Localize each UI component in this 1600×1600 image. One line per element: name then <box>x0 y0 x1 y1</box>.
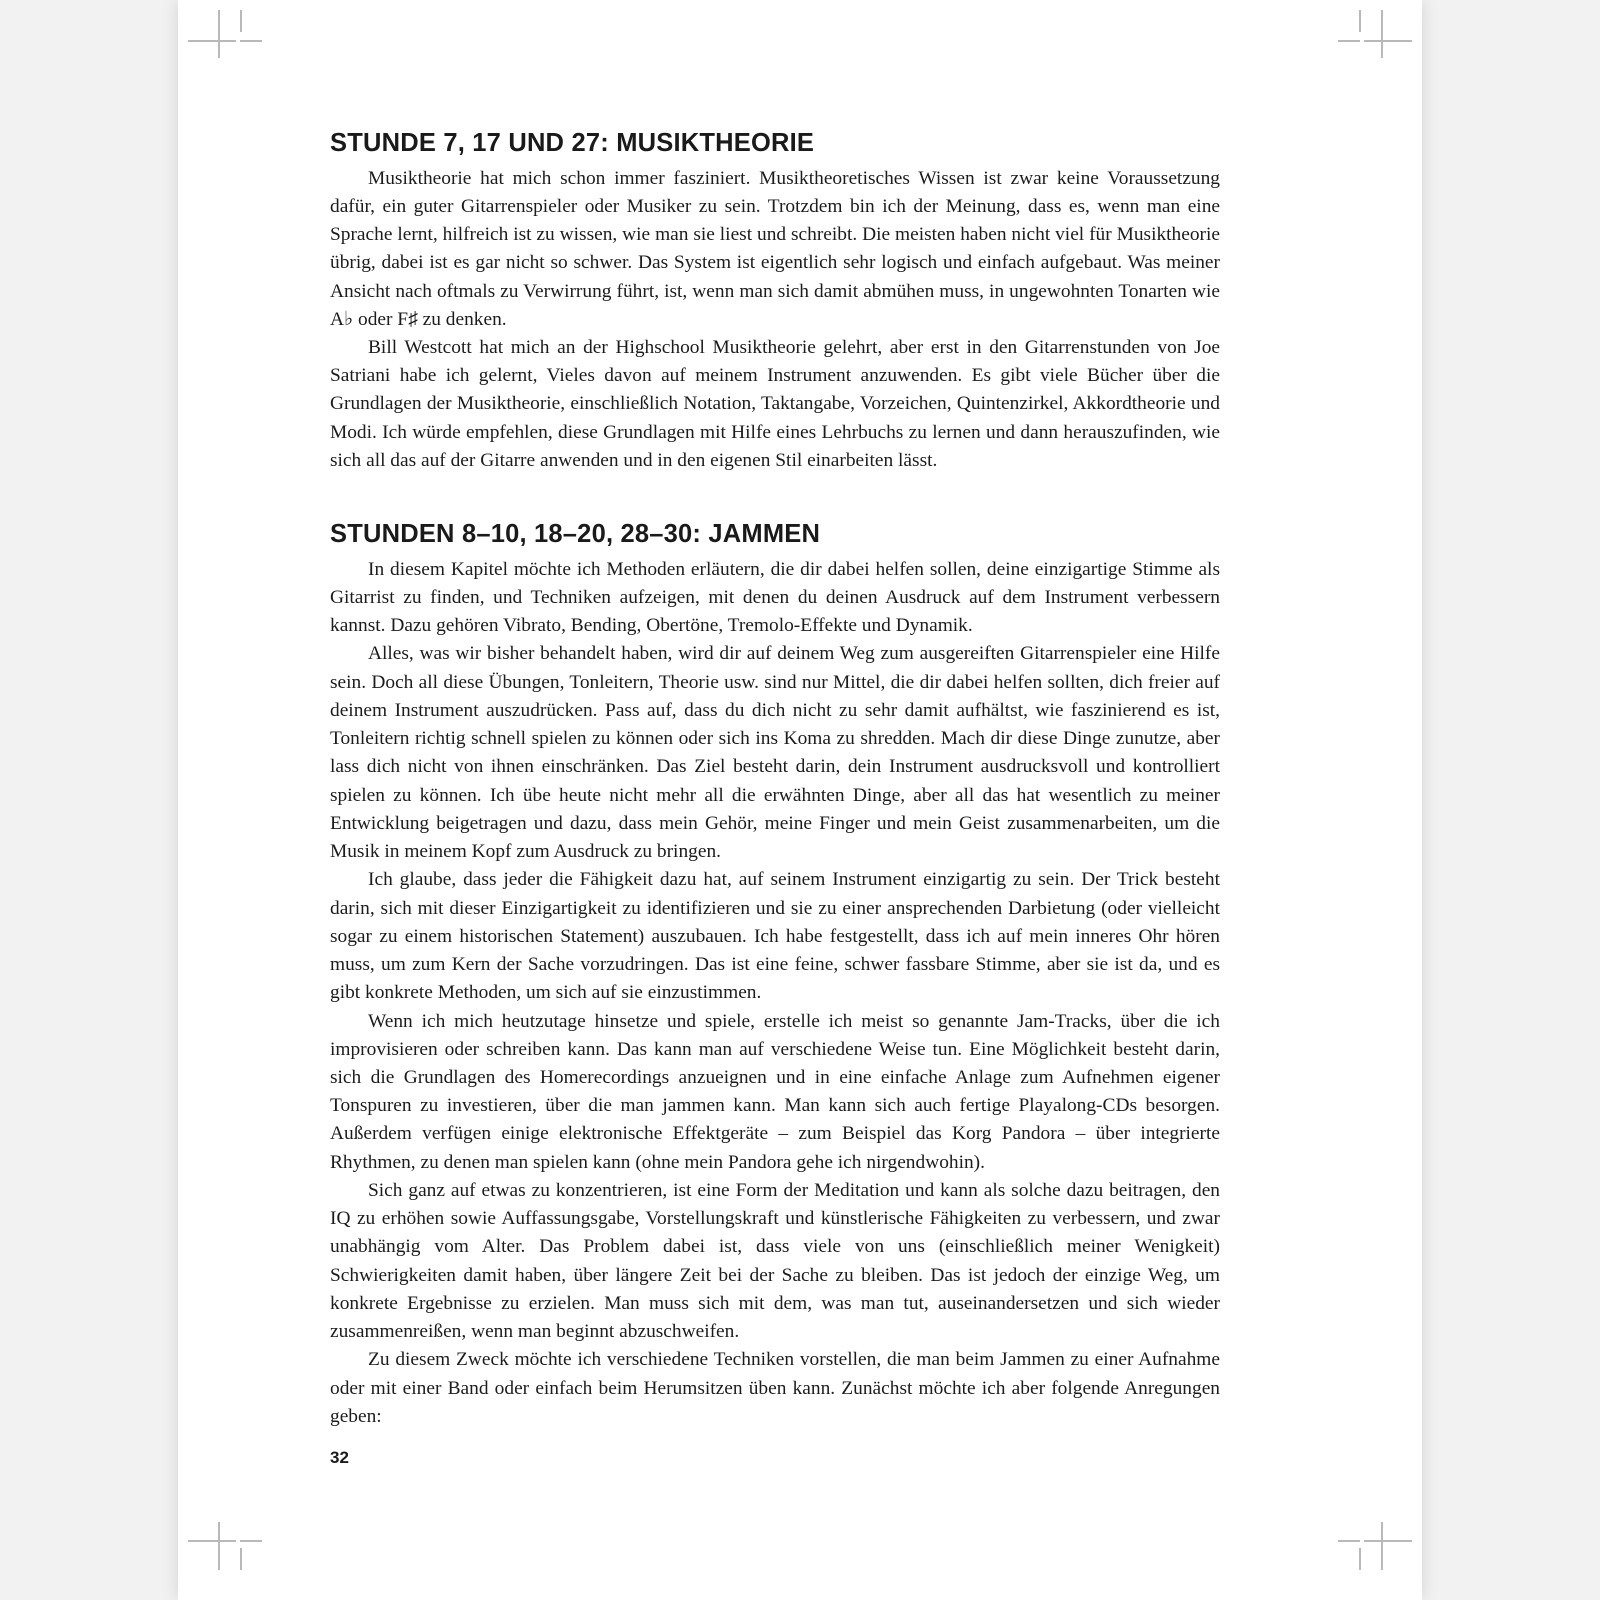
section-heading: STUNDEN 8–10, 18–20, 28–30: JAMMEN <box>330 520 821 549</box>
section-jammen <box>330 519 1220 1431</box>
paragraph: Zu diesem Zweck möchte ich verschiedene Techniken vorstellen, die man beim Jammen zu einer Aufnahme oder mit einer Band oder einfach beim Herumsitzen üben kann. Zunächst möchte ich aber folgende Anregungen geben: <box>330 1349 1220 1427</box>
paragraph: Bill Westcott hat mich an der Highschool Musiktheorie gelehrt, aber erst in den Gitarrenstunden von Joe Satriani habe ich gelernt, Vieles davon auf meinem Instrument anzuwenden. Es gibt viele Bücher über die Grundlagen der Musiktheorie, einschließlich Notation, Taktangabe, Vorzeichen, Quintenzirkel, Akkordtheorie und Modi. Ich würde empfehlen, diese Grundlagen mit Hilfe eines Lehrbuchs zu lernen und dann herauszufinden, wie sich all das auf der Gitarre anwenden und in den eigenen Stil einarbeiten lässt. <box>330 337 1220 471</box>
paragraph: Musiktheorie hat mich schon immer fasziniert. Musiktheoretisches Wissen ist zwar keine Voraussetzung dafür, ein guter Gitarrenspieler oder Musiker zu sein. Trotzdem bin ich der Meinung, dass es, wenn man eine Sprache lernt, hilfreich ist zu wissen, wie man sie liest und schreibt. Die meisten haben nicht viel für Musiktheorie übrig, dabei ist es gar nicht so schwer. Das System ist eigentlich sehr logisch und einfach aufgebaut. Was meiner Ansicht nach oftmals zu Verwirrung führt, ist, wenn man sich damit abmühen muss, in ungewohnten Tonarten wie A♭ oder F♯ zu denken. <box>330 167 1220 330</box>
page-content <box>330 128 1220 1431</box>
paragraph: Sich ganz auf etwas zu konzentrieren, ist eine Form der Meditation und kann als solche dazu beitragen, den IQ zu erhöhen sowie Auffassungsgabe, Vorstellungskraft und künstlerische Fähigkeiten zu verbessern, und zwar unabhängig vom Alter. Das Problem dabei ist, dass viele von uns (einschließlich meiner Wenigkeit) Schwierigkeiten damit haben, über längere Zeit bei der Sache zu bleiben. Das ist jedoch der einzige Weg, um konkrete Ergebnisse zu erzielen. Man muss sich mit dem, was man tut, auseinandersetzen und sich wieder zusammenreißen, wenn man beginnt abzuschweifen. <box>330 1179 1220 1343</box>
paragraph: Wenn ich mich heutzutage hinsetze und spiele, erstelle ich meist so genannte Jam-Tracks, über die ich improvisieren oder schreiben kann. Das kann man auf verschiedene Weise tun. Eine Möglichkeit besteht darin, sich die Grundlagen des Homerecordings anzueignen und in eine einfache Anlage zum Aufnehmen eigener Tonspuren zu investieren, über die man jammen kann. Man kann sich auch fertige Playalong-CDs besorgen. Außerdem verfügen einige elektronische Effektgeräte – zum Beispiel das Korg Pandora – über integrierte Rhythmen, zu denen man spielen kann (ohne mein Pandora gehe ich nirgendwohin). <box>330 1010 1220 1173</box>
section-musiktheorie <box>330 128 1220 475</box>
paragraph: Alles, was wir bisher behandelt haben, wird dir auf deinem Weg zum ausgereiften Gitarrenspieler eine Hilfe sein. Doch all diese Übungen, Tonleitern, Theorie usw. sind nur Mittel, die dir dabei helfen sollten, dich freier auf deinem Instrument auszudrücken. Pass auf, dass du dich nicht zu sehr damit aufhältst, wie faszinierend es ist, Tonleitern richtig schnell spielen zu können oder sich ins Koma zu shredden. Mach dir diese Dinge zunutze, aber lass dich nicht von ihnen einschränken. Das Ziel besteht darin, dein Instrument ausdrucksvoll und kontrolliert spielen zu können. Ich übe heute nicht mehr all die erwähnten Dinge, aber all das hat wesentlich zu meiner Entwicklung beigetragen und dazu, dass mein Gehör, meine Finger und mein Geist zusammenarbeiten, um die Musik in meinem Kopf zum Ausdruck zu bringen. <box>330 643 1220 863</box>
document-page <box>178 0 1422 1600</box>
page-number: 32 <box>330 1448 349 1467</box>
paragraph: In diesem Kapitel möchte ich Methoden erläutern, die dir dabei helfen sollen, deine einzigartige Stimme als Gitarrist zu finden, und Techniken aufzeigen, mit denen du deinen Ausdruck auf dem Instrument verbessern kannst. Dazu gehören Vibrato, Bending, Obertöne, Tremolo-Effekte und Dynamik. <box>330 558 1220 637</box>
section-heading: STUNDE 7, 17 UND 27: MUSIKTHEORIE <box>330 129 815 157</box>
paragraph: Ich glaube, dass jeder die Fähigkeit dazu hat, auf seinem Instrument einzigartig zu sein. Der Trick besteht darin, sich mit dieser Einzigartigkeit zu identifizieren und sie zu einer ansprechenden Darbietung (oder vielleicht sogar zu einem historischen Statement) auszubauen. Ich habe festgestellt, dass ich auf mein inneres Ohr hören muss, um zum Kern der Sache vorzudringen. Das ist eine feine, schwer fassbare Stimme, aber sie ist da, und es gibt konkrete Methoden, um sich auf sie einzustimmen. <box>330 869 1220 1004</box>
